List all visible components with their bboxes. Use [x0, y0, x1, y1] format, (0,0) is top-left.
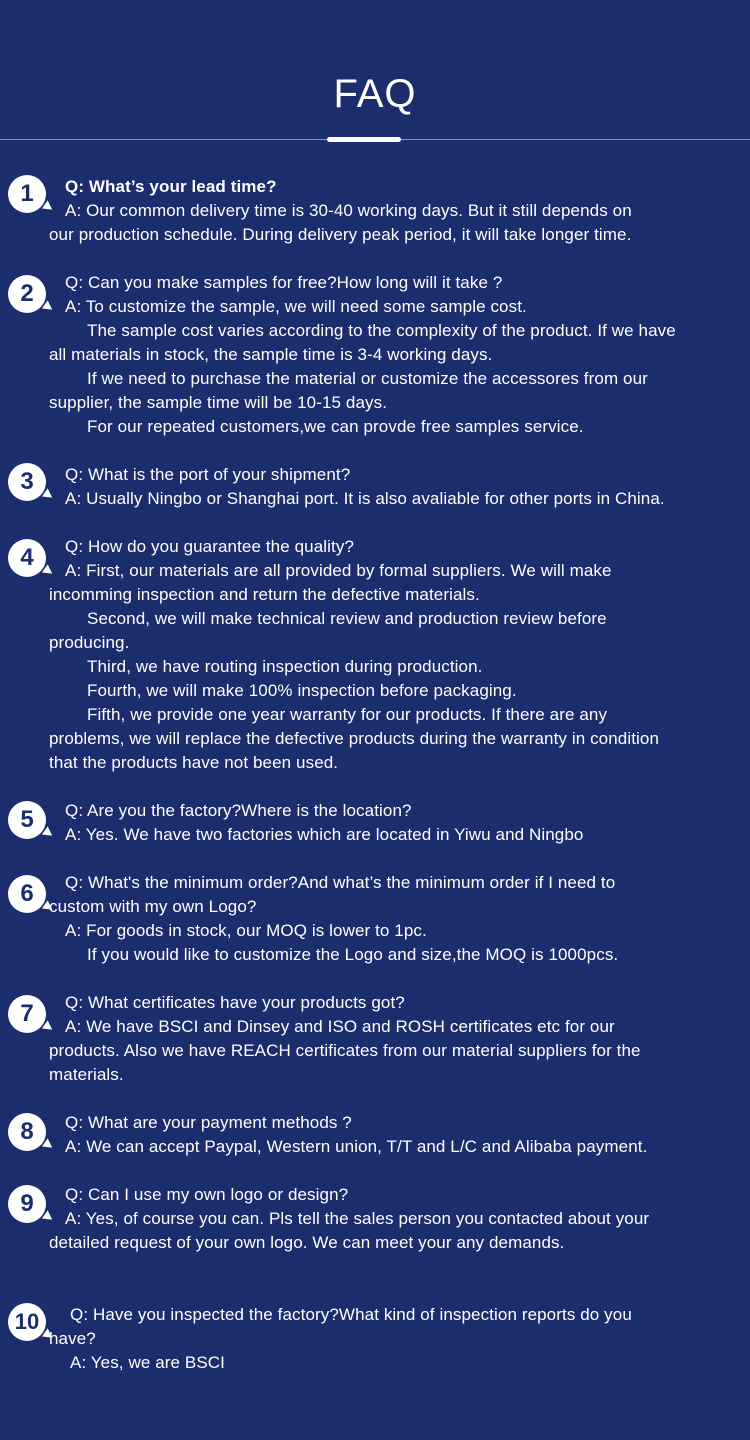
faq-answer-line: supplier, the sample time will be 10-15 days.: [49, 393, 388, 412]
faq-number-badge: 7: [8, 995, 46, 1033]
faq-item: [0, 535, 750, 775]
faq-answer-line: our production schedule. During delivery peak period, it will take longer time.: [49, 225, 632, 244]
faq-number-badge: 4: [8, 539, 46, 577]
faq-item: [0, 463, 750, 511]
faq-number-badge: 10: [8, 1303, 46, 1341]
faq-answer-line: all materials in stock, the sample time is 3-4 working days.: [49, 345, 493, 364]
faq-answer-line: incomming inspection and return the defective materials.: [49, 585, 480, 604]
faq-question: Q: What are your payment methods ?: [65, 1113, 352, 1132]
faq-item: [0, 1303, 750, 1375]
faq-number-badge: 5: [8, 801, 46, 839]
faq-question: Q: Are you the factory?Where is the location?: [65, 801, 412, 820]
faq-number-badge: 3: [8, 463, 46, 501]
faq-question: Q: Can I use my own logo or design?: [65, 1185, 349, 1204]
faq-answer-line: If you would like to customize the Logo and size,the MOQ is 1000pcs.: [87, 945, 619, 964]
faq-answer: A: Usually Ningbo or Shanghai port. It is also avaliable for other ports in China.: [65, 489, 665, 508]
faq-item: [0, 1183, 750, 1255]
faq-answer-line: The sample cost varies according to the complexity of the product. If we have: [87, 321, 676, 340]
faq-answer: A: Yes, we are BSCI: [70, 1353, 225, 1372]
faq-item: [0, 991, 750, 1087]
faq-answer-line: Second, we will make technical review and production review before: [87, 609, 607, 628]
faq-number-badge: 1: [8, 175, 46, 213]
faq-answer-line: materials.: [49, 1065, 124, 1084]
faq-item: [0, 871, 750, 967]
faq-question: Q: Can you make samples for free?How long will it take ?: [65, 273, 503, 292]
faq-answer-line: For our repeated customers,we can provde free samples service.: [87, 417, 584, 436]
faq-question: Q: What’s your lead time?: [65, 177, 277, 196]
faq-answer-line: custom with my own Logo?: [49, 897, 257, 916]
faq-answer-line: detailed request of your own logo. We can meet your any demands.: [49, 1233, 565, 1252]
faq-answer-line: If we need to purchase the material or customize the accessores from our: [87, 369, 648, 388]
faq-number-badge: 6: [8, 875, 46, 913]
faq-question: Q: What is the port of your shipment?: [65, 465, 351, 484]
faq-answer-line: problems, we will replace the defective products during the warranty in condition: [49, 729, 660, 748]
faq-answer-line: Fourth, we will make 100% inspection before packaging.: [87, 681, 517, 700]
faq-answer-line: producing.: [49, 633, 130, 652]
faq-question: Q: What certificates have your products got?: [65, 993, 405, 1012]
faq-answer: A: For goods in stock, our MOQ is lower to 1pc.: [65, 921, 427, 940]
faq-answer-line: have?: [49, 1329, 96, 1348]
faq-item: [0, 271, 750, 439]
faq-answer-line: Fifth, we provide one year warranty for our products. If there are any: [87, 705, 608, 724]
faq-answer: A: First, our materials are all provided by formal suppliers. We will make: [65, 561, 612, 580]
faq-item: [0, 1111, 750, 1159]
faq-number-badge: 8: [8, 1113, 46, 1151]
faq-answer: A: We can accept Paypal, Western union, T/T and L/C and Alibaba payment.: [65, 1137, 648, 1156]
faq-number-badge: 9: [8, 1185, 46, 1223]
faq-answer-line: products. Also we have REACH certificates from our material suppliers for the: [49, 1041, 641, 1060]
title-underline-accent: [327, 137, 401, 142]
faq-answer-line: Third, we have routing inspection during production.: [87, 657, 483, 676]
faq-number-badge: 2: [8, 275, 46, 313]
faq-answer: A: Yes. We have two factories which are located in Yiwu and Ningbo: [65, 825, 584, 844]
faq-answer: A: We have BSCI and Dinsey and ISO and ROSH certificates etc for our: [65, 1017, 615, 1036]
page-title: FAQ: [333, 72, 417, 116]
faq-question: Q: How do you guarantee the quality?: [65, 537, 355, 556]
faq-item: [0, 799, 750, 847]
faq-question: Q: What's the minimum order?And what’s the minimum order if I need to: [65, 873, 616, 892]
faq-question: Q: Have you inspected the factory?What kind of inspection reports do you: [70, 1305, 632, 1324]
faq-item: [0, 175, 750, 247]
faq-answer-line: that the products have not been used.: [49, 753, 339, 772]
faq-answer: A: Our common delivery time is 30-40 working days. But it still depends on: [65, 201, 632, 220]
faq-answer: A: Yes, of course you can. Pls tell the sales person you contacted about your: [65, 1209, 650, 1228]
faq-answer: A: To customize the sample, we will need some sample cost.: [65, 297, 527, 316]
